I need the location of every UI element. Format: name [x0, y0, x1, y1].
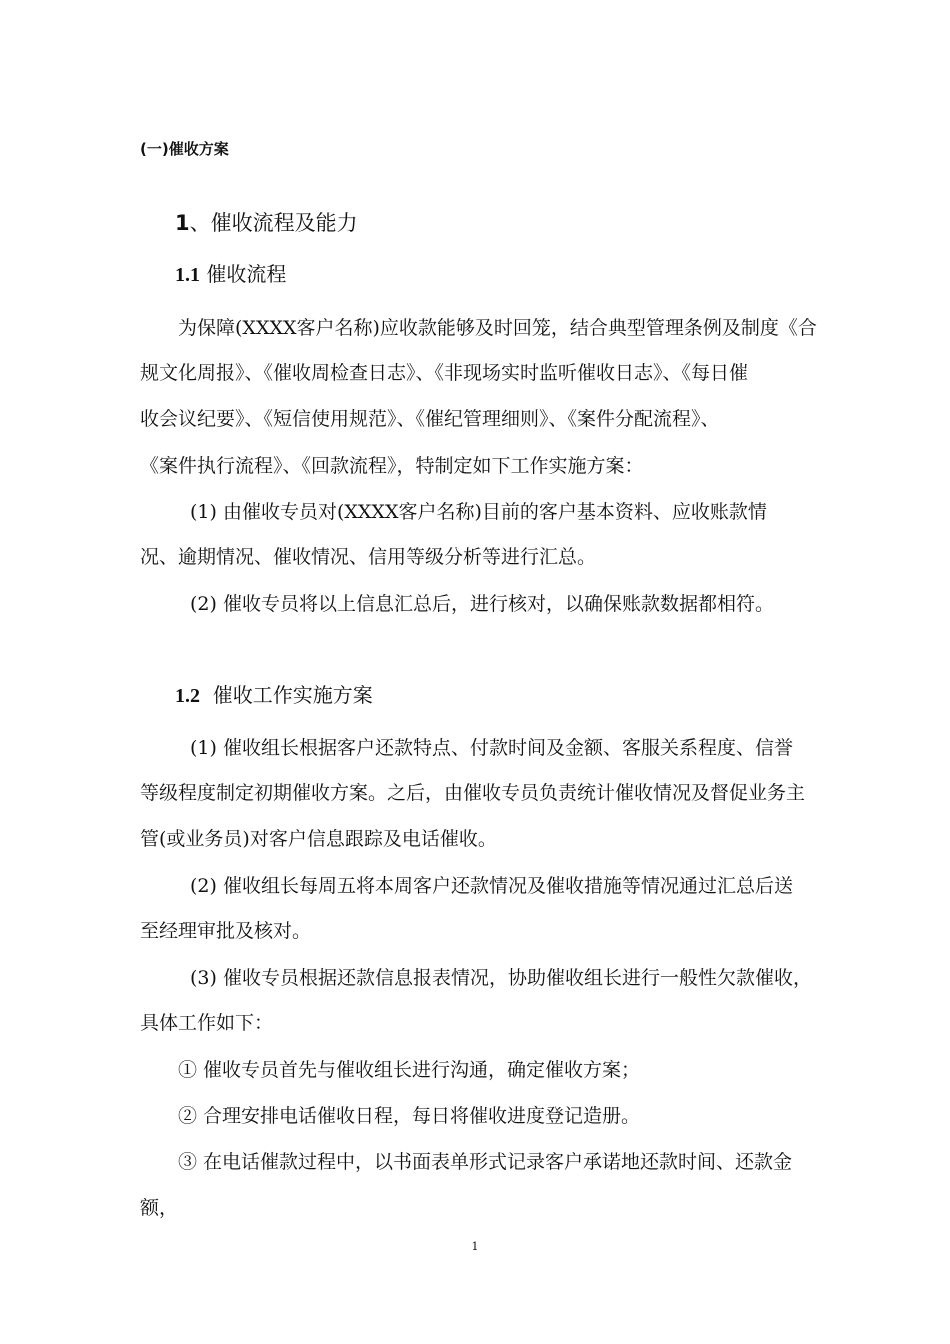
heading-1-1-text: 催收流程 [206, 262, 287, 286]
list-item-line: (1) 催收组长根据客户还款特点、付款时间及金额、客服关系程度、信誉 [190, 737, 793, 759]
list-item-line: 管(或业务员)对客户信息跟踪及电话催收。 [140, 828, 497, 850]
sub-item-line: ② 合理安排电话催收日程，每日将催收进度登记造册。 [178, 1105, 641, 1127]
heading-1 [175, 211, 358, 235]
paragraph-line: 为保障(XXXX客户名称)应收款能够及时回笼，结合典型管理条例及制度《合 [178, 317, 817, 339]
heading-1-1 [175, 262, 286, 287]
sub-item-line: 额， [140, 1197, 179, 1219]
heading-1-number: 1 [175, 211, 190, 235]
sub-item-line: ③ 在电话催款过程中，以书面表单形式记录客户承诺地还款时间、还款金 [178, 1151, 793, 1173]
heading-1-2-text: 催收工作实施方案 [212, 683, 373, 707]
list-item-line: (1) 由催收专员对(XXXX客户名称)目前的客户基本资料、应收账款情 [190, 501, 767, 523]
list-item-line: 具体工作如下： [140, 1012, 274, 1034]
list-item-line: 况、逾期情况、催收情况、信用等级分析等进行汇总。 [140, 546, 597, 568]
page-number: 1 [471, 1240, 479, 1253]
list-item-line: (2) 催收组长每周五将本周客户还款情况及催收措施等情况通过汇总后送 [190, 875, 793, 897]
list-item-line: (2) 催收专员将以上信息汇总后，进行核对，以确保账款数据都相符。 [190, 593, 774, 615]
heading-1-1-number: 1.1 [175, 264, 200, 286]
heading-1-2 [175, 683, 373, 708]
heading-1-2-number: 1.2 [175, 685, 200, 707]
paragraph-line: 收会议纪要》、《短信使用规范》、《催纪管理细则》、《案件分配流程》、 [140, 408, 720, 430]
sub-item-line: ① 催收专员首先与催收组长进行沟通，确定催收方案； [178, 1059, 641, 1081]
section-title: (一)催收方案 [140, 140, 229, 158]
paragraph-line: 规文化周报》、《催收周检查日志》、《非现场实时监听催收日志》、《每日催 [140, 362, 749, 384]
list-item-line: 等级程度制定初期催收方案。之后，由催收专员负责统计催收情况及督促业务主 [140, 782, 806, 804]
list-item-line: (3) 催收专员根据还款信息报表情况，协助催收组长进行一般性欠款催收， [190, 967, 812, 989]
heading-1-text: 、催收流程及能力 [189, 211, 358, 235]
paragraph-line: 《案件执行流程》、《回款流程》，特制定如下工作实施方案： [140, 455, 644, 477]
list-item-line: 至经理审批及核对。 [140, 920, 312, 942]
